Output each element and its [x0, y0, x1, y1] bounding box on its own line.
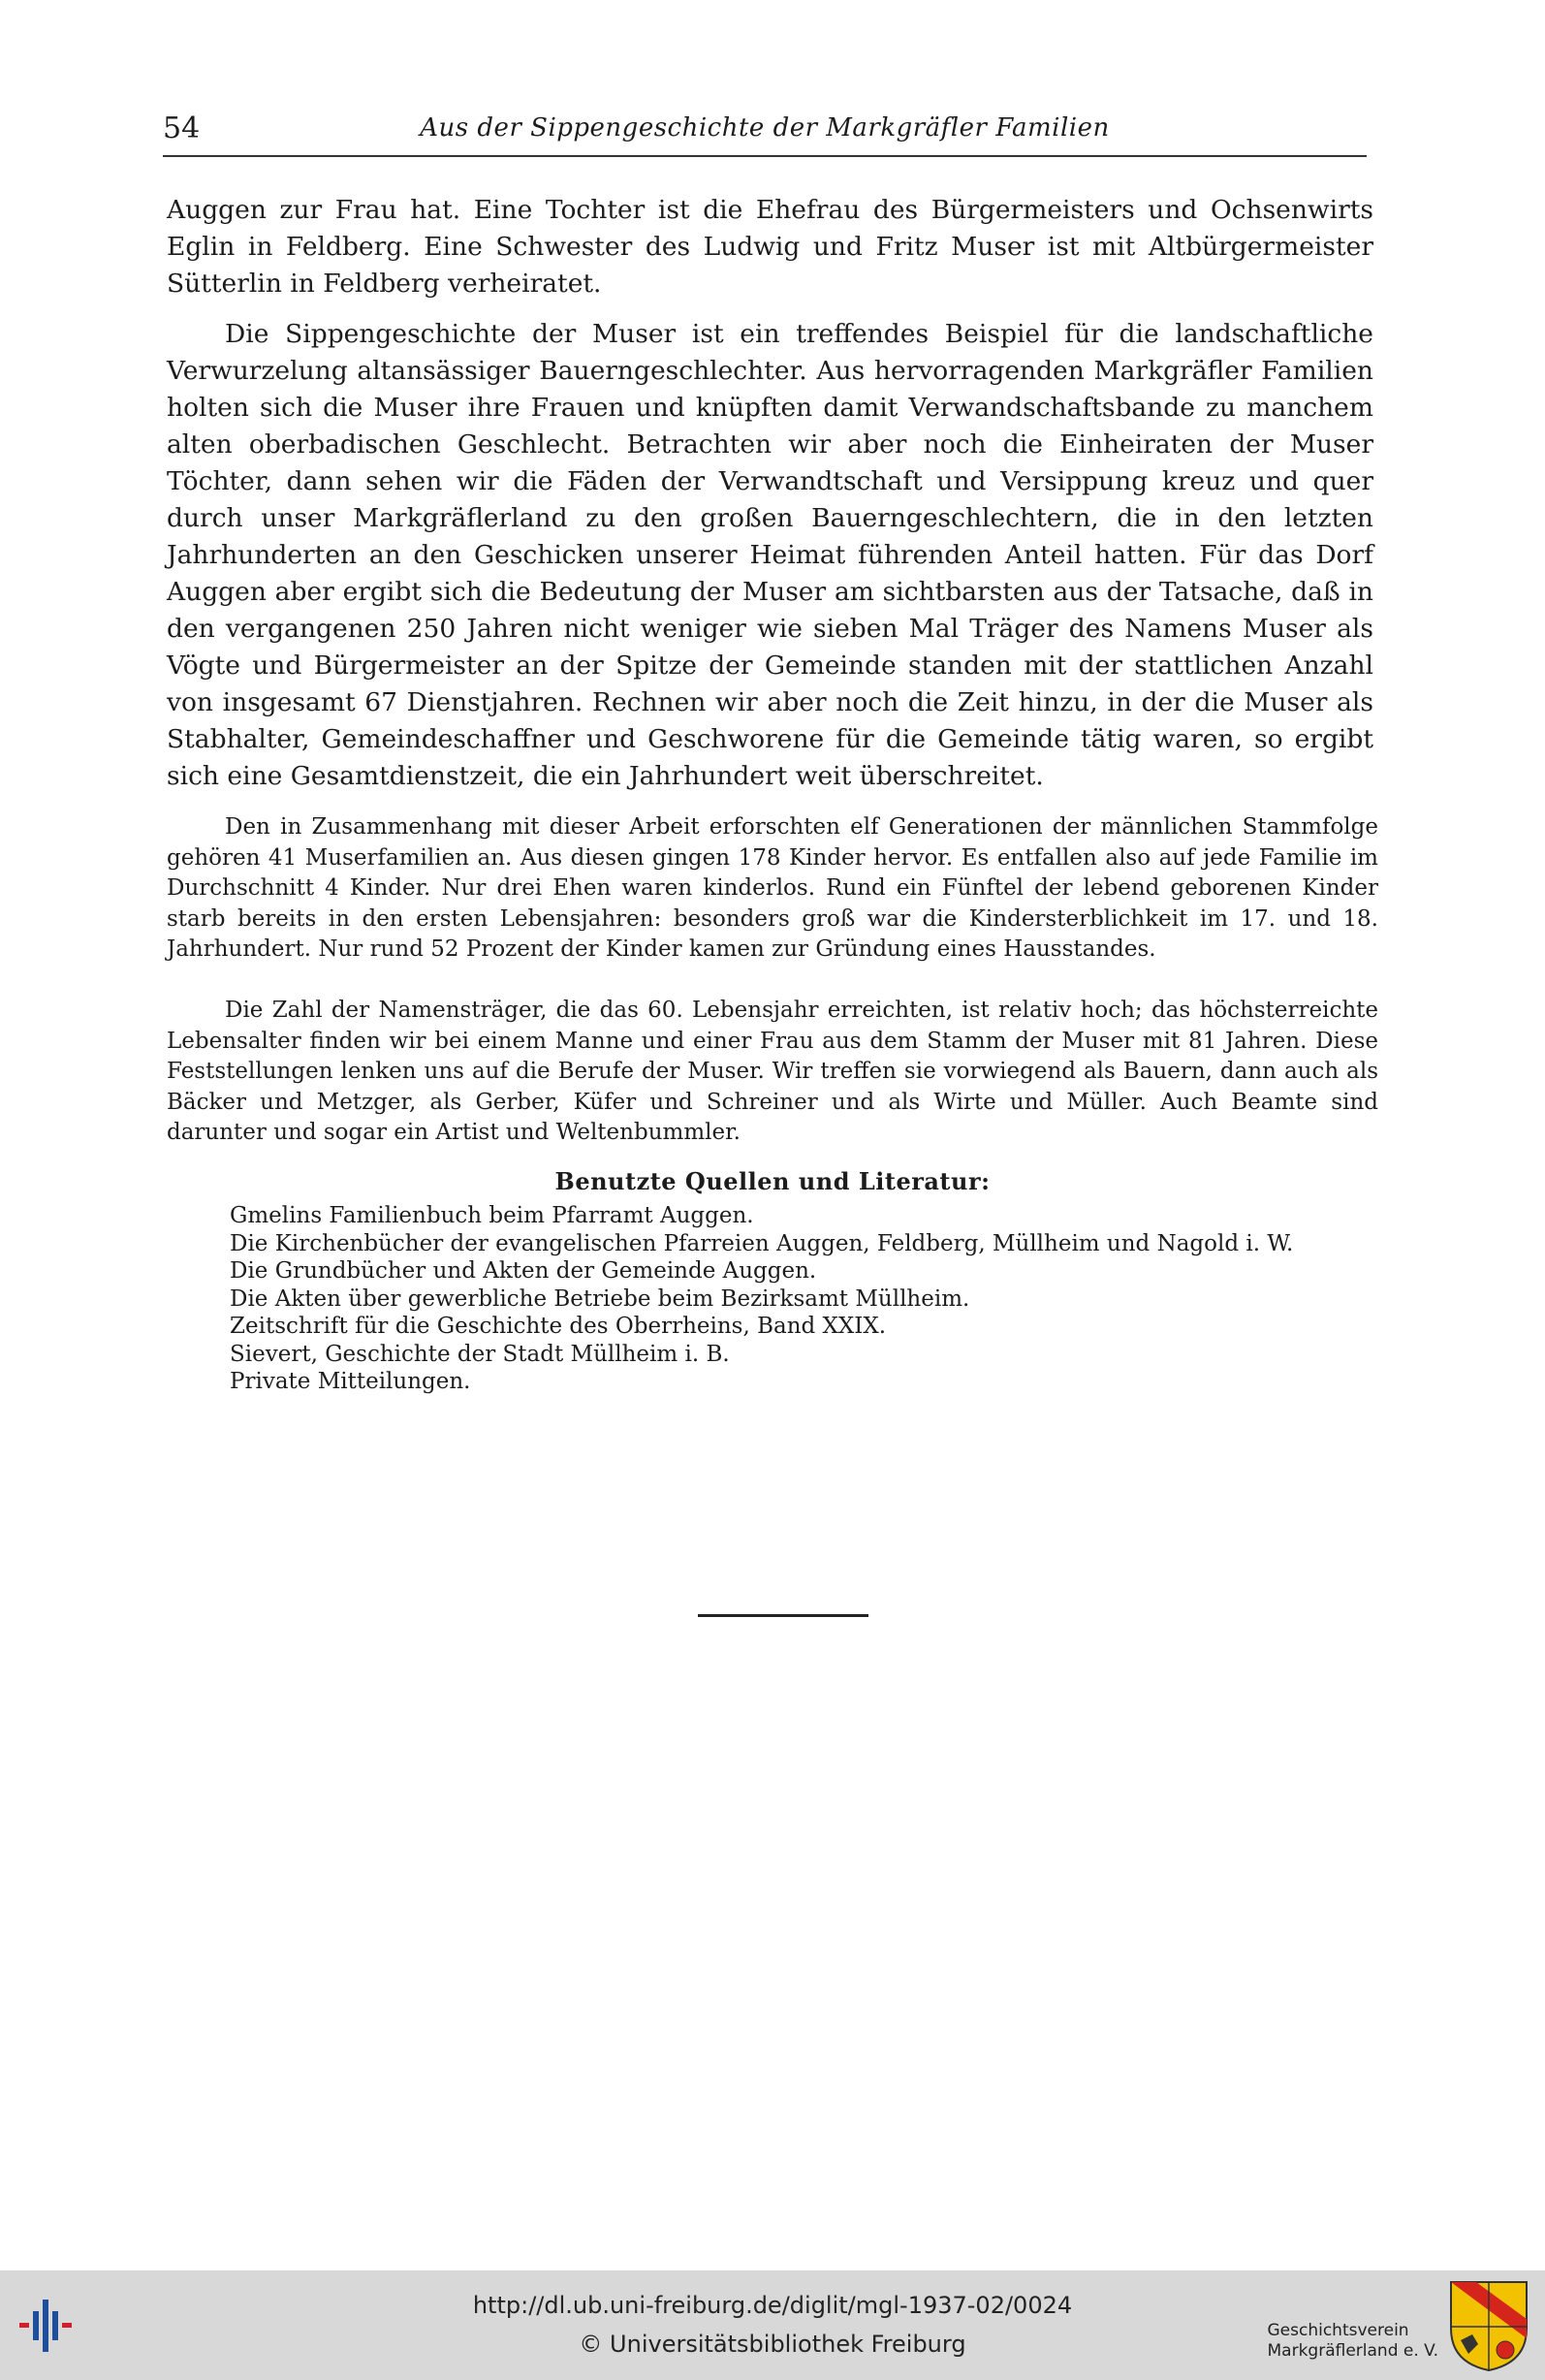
source-item: Private Mitteilungen. [230, 1369, 471, 1394]
footer-url-link[interactable]: http://dl.ub.uni-freiburg.de/diglit/mgl-1937-02/0024 [472, 2292, 1073, 2319]
source-item: Gmelins Familienbuch beim Pfarramt Auggen. [230, 1203, 754, 1228]
source-item: Zeitschrift für die Geschichte des Oberrheins, Band XXIX. [230, 1314, 887, 1339]
running-title: Aus der Sippengeschichte der Markgräfler Familien [420, 113, 1110, 143]
paragraph-text: Die Sippengeschichte der Muser ist ein treffendes Beispiel für die landschaftliche Verwurzelung altansässiger Bauerngeschlechter. Aus hervorragenden Markgräfler Familien holten sich die Muser ihre Frauen und knüpften damit Verwandschaftsbande zu manchem alten oberbadischen Geschlecht. Betrachten wir aber noch die Einheiraten der Muser Töchter, dann sehen wir die Fäden der Verwandtschaft und Versippung kreuz und quer durch unser Markgräflerland zu den großen Bauerngeschlechtern, die in den letzten Jahrhunderten an den Geschicken unserer Heimat führenden Anteil hatten. Für das Dorf Auggen aber ergibt sich die Bedeutung der Muser am sichtbarsten aus der Tatsache, daß in den vergangenen 250 Jahren nicht weniger wie sieben Mal Träger des Namens Muser als Vögte und Bürgermeister an der Spitze der Gemeinde standen mit der stattlichen Anzahl von insgesamt 67 Dienstjahren. Rechnen wir aber noch die Zeit hinzu, in der die Muser als Stabhalter, Gemeindeschaffner und Geschworene für die Gemeinde tätig waren, so ergibt sich eine Gesamtdienstzeit, die ein Jahrhundert weit überschreitet. [167, 319, 1373, 791]
paragraph-text: Auggen zur Frau hat. Eine Tochter ist die Ehefrau des Bürgermeisters und Ochsenwirts Eglin in Feldberg. Eine Schwester des Ludwig und Fritz Muser ist mit Altbürgermeister Sütterlin in Feldberg verheiratet. [167, 195, 1373, 299]
source-item: Die Grundbücher und Akten der Gemeinde Auggen. [230, 1258, 817, 1284]
page-number: 54 [163, 111, 201, 145]
source-item: Die Kirchenbücher der evangelischen Pfarreien Auggen, Feldberg, Müllheim und Nagold i. W. [230, 1230, 1294, 1256]
body-paragraph-2 [167, 316, 1373, 795]
source-item: Sievert, Geschichte der Stadt Müllheim i. B. [230, 1341, 730, 1367]
sources-heading: Benutzte Quellen und Literatur: [554, 1167, 991, 1195]
page-header [163, 111, 1367, 160]
end-rule [698, 1614, 868, 1617]
paragraph-text: Die Zahl der Namensträger, die das 60. Lebensjahr erreichten, ist relativ hoch; das höchsterreichte Lebensalter finden wir bei einem Manne und einer Frau aus dem Stamm der Muser mit 81 Jahren. Diese Feststellungen lenken uns auf die Berufe der Muser. Wir treffen sie vorwiegend als Bauern, dann auch als Bäcker und Metzger, als Gerber, Küfer und Schreiner und als Wirte und Müller. Auch Beamte sind darunter und sogar ein Artist und Weltenbummler. [167, 998, 1378, 1145]
coat-of-arms-icon[interactable] [1449, 2280, 1529, 2372]
notes-paragraph-2 [167, 996, 1378, 1149]
header-rule [163, 155, 1367, 157]
notes-paragraph-1 [167, 812, 1378, 966]
sources-list [167, 1202, 1378, 1396]
source-item: Die Akten über gewerbliche Betriebe beim Bezirksamt Müllheim. [230, 1285, 970, 1312]
footer-bar [0, 2270, 1545, 2380]
footer-copyright: © Universitätsbibliothek Freiburg [579, 2331, 966, 2358]
body-paragraph-1 [167, 192, 1373, 302]
society-name-line: Markgräflerland e. V. [1267, 2341, 1438, 2361]
society-name [1268, 2321, 1439, 2362]
society-name-line: Geschichtsverein [1267, 2321, 1409, 2340]
paragraph-text: Den in Zusammenhang mit dieser Arbeit erforschten elf Generationen der männlichen Stammfolge gehören 41 Muserfamilien an. Aus diesen gingen 178 Kinder hervor. Es entfallen also auf jede Familie im Durchschnitt 4 Kinder. Nur drei Ehen waren kinderlos. Rund ein Fünftel der lebend geborenen Kinder starb bereits in den ersten Lebensjahren: besonders groß war die Kindersterblichkeit im 17. und 18. Jahrhundert. Nur rund 52 Prozent der Kinder kamen zur Gründung eines Hausstandes. [167, 814, 1378, 962]
